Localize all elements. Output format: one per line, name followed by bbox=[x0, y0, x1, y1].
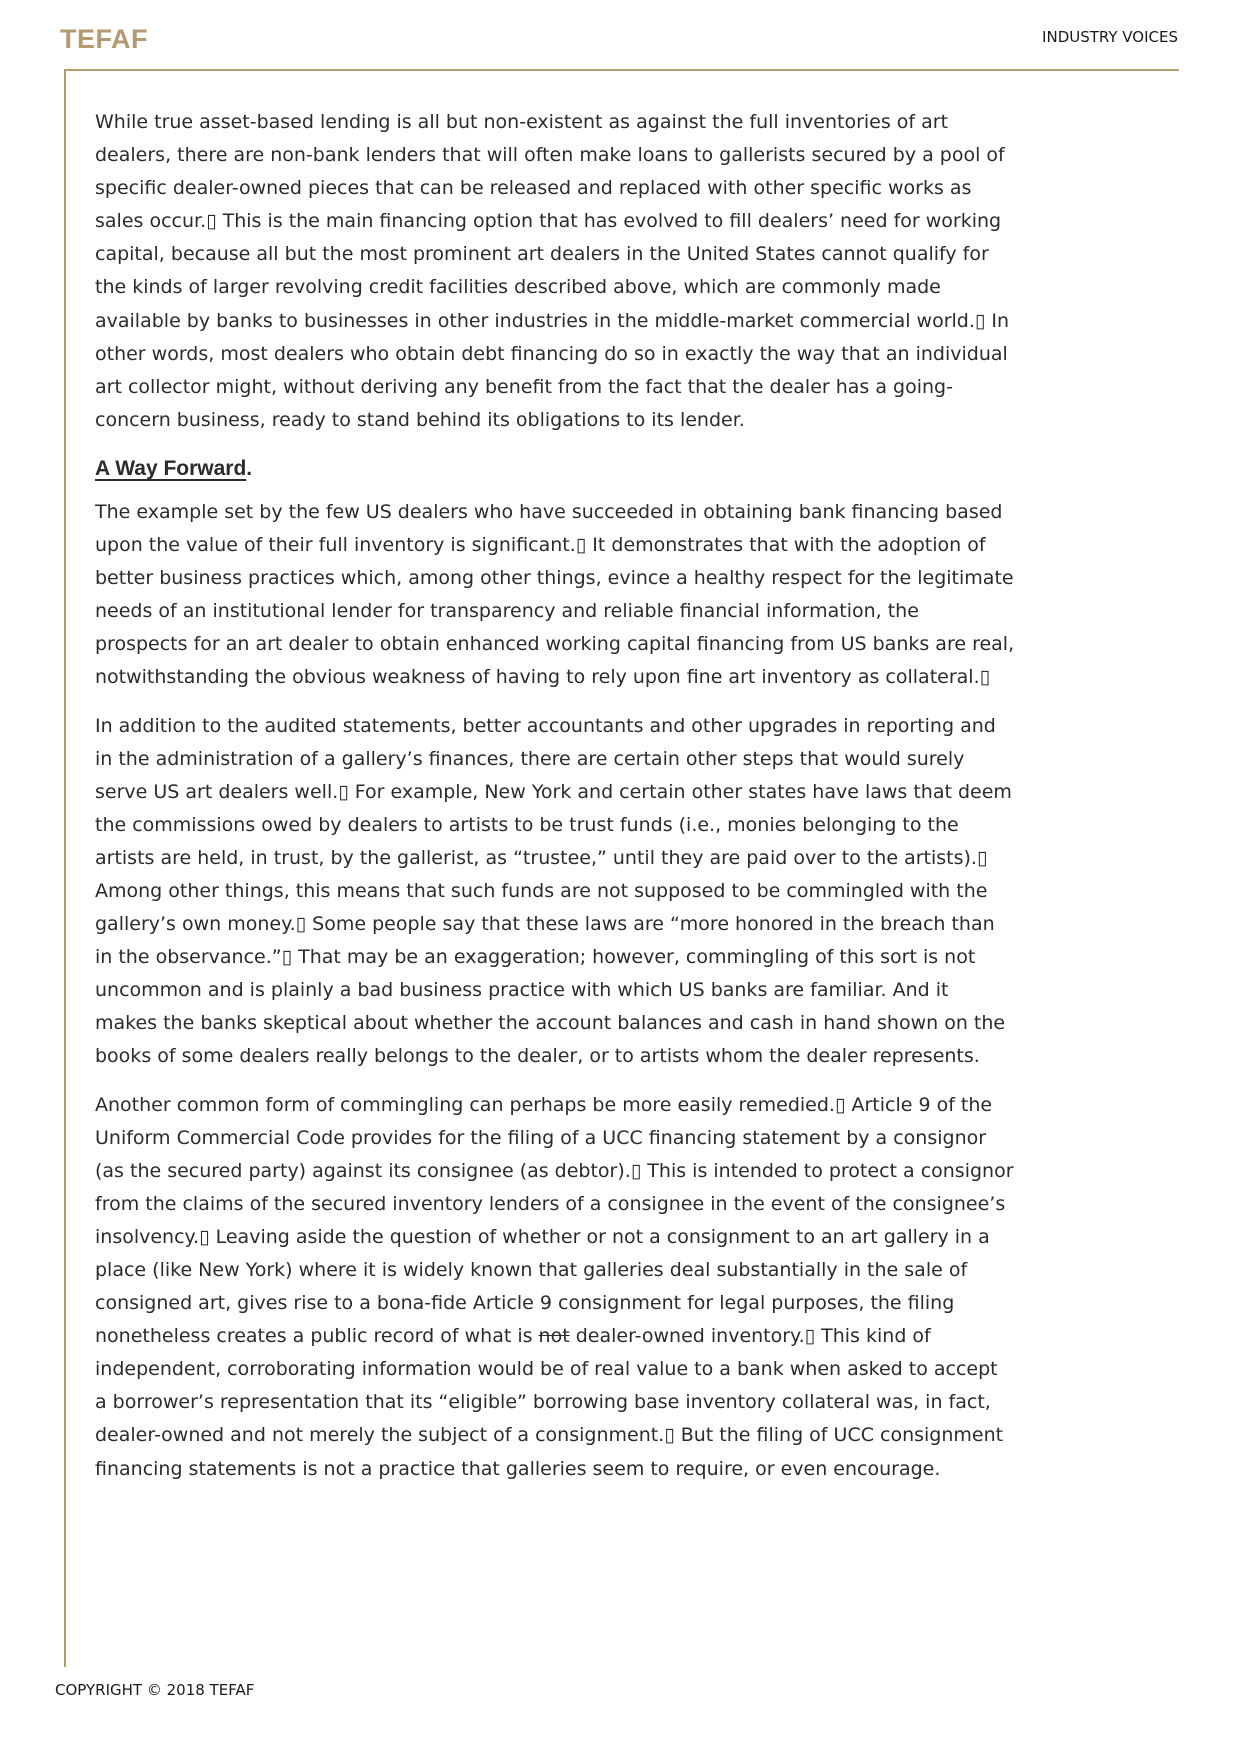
section-heading-period: . bbox=[246, 456, 253, 480]
section-heading-title: A Way Forward bbox=[95, 456, 247, 480]
section-heading bbox=[95, 452, 1015, 486]
paragraph-audited-statements: In addition to the audited statements, better accountants and other upgrades in reporting and in the administration of a gallery’s finances, there are certain other steps that would surely serve US art dealers well.▯ For example, New York and certain other states have laws that deem the commissions owed by dealers to artists to be trust funds (i.e., monies belonging to the artists are held, in trust, by the gallerist, as “trustee,” until they are paid over to the artists).▯ Among other things, this means that such funds are not supposed to be commingled with the gallery’s own money.▯ Some people say that these laws are “more honored in the breach than in the observance.”▯ That may be an exaggeration; however, commingling of this sort is not uncommon and is plainly a bad business practice with which US banks are familiar. And it makes the banks skeptical about whether the account balances and cash in hand shown on the books of some dealers really belongs to the dealer, or to artists whom the dealer represents. bbox=[95, 714, 1012, 1068]
paragraph-commingling-text-a: Another common form of commingling can perhaps be more easily remedied.▯ Article 9 of the Uniform Commercial Code provides for the filing of a UCC financing statement by a consignor (as the secured party) against its consignee (as debtor).▯ This is intended to protect a consignor from the claims of the secured inventory lenders of a consignee in the event of the consignee’s insolvency.▯ Leaving aside the question of whether or not a consignment to an art gallery in a place (like New York) where it is widely known that galleries deal substantially in the sale of consigned art, gives rise to a bona-fide Article 9 consignment for legal purposes, the filing nonetheless creates a public record of what is bbox=[95, 1093, 1014, 1348]
struck-word: not bbox=[538, 1325, 570, 1348]
paragraph-example-set: The example set by the few US dealers who have succeeded in obtaining bank financing based upon the value of their full inventory is significant.▯ It demonstrates that with the adoption of better business practices which, among other things, evince a healthy respect for the legitimate needs of an institutional lender for transparency and reliable financial information, the prospects for an art dealer to obtain enhanced working capital financing from US banks are real, notwithstanding the obvious weakness of having to rely upon fine art inventory as collateral.▯ bbox=[95, 500, 1015, 689]
tefaf-logo: TEFAF bbox=[60, 24, 148, 54]
header-divider bbox=[64, 69, 1179, 71]
paragraph-asset-based-lending: While true asset-based lending is all but non-existent as against the full inventories of art dealers, there are non-bank lenders that will often make loans to gallerists secured by a pool of specific dealer-owned pieces that can be released and replaced with other specific works as sales occur.▯ This is the main financing option that has evolved to fill dealers’ need for working capital, because all but the most prominent art dealers in the United States cannot qualify for the kinds of larger revolving credit facilities described above, which are commonly made available by banks to businesses in other industries in the middle-market commercial world.▯ In other words, most dealers who obtain debt financing do so in exactly the way that an individual art collector might, without deriving any benefit from the fact that the dealer has a going-concern business, ready to stand behind its obligations to its lender. bbox=[95, 111, 1010, 431]
section-label: INDUSTRY VOICES bbox=[1042, 28, 1178, 46]
article-body bbox=[95, 106, 1015, 1501]
paragraph-commingling-text-b: dealer-owned inventory.▯ This kind of independent, corroborating information would be of real value to a bank when asked to accept a borrower’s representation that its “eligible” borrowing base inventory collateral was, in fact, dealer-owned and not merely the subject of a consignment.▯ But the filing of UCC consignment financing statements is not a practice that galleries seem to require, or even encourage. bbox=[95, 1325, 1004, 1480]
paragraph-commingling bbox=[95, 1089, 1015, 1486]
copyright-footer: COPYRIGHT © 2018 TEFAF bbox=[55, 1681, 255, 1699]
left-margin-rule bbox=[64, 69, 66, 1667]
